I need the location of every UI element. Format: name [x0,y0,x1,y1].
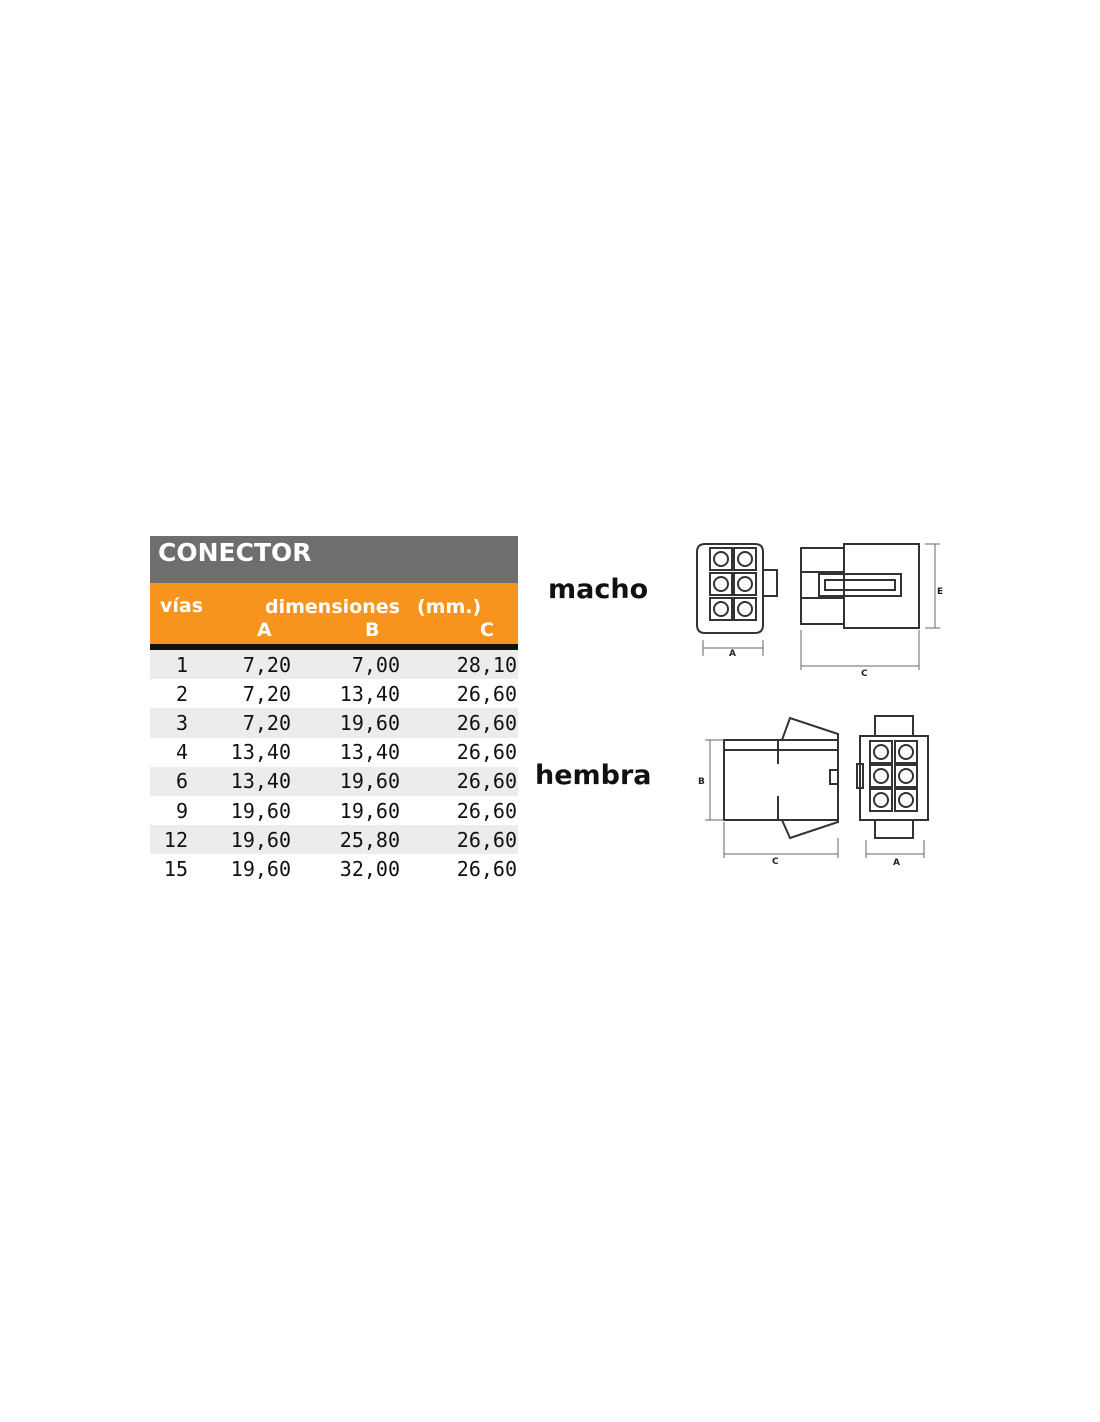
cell-vias: 15 [163,856,188,881]
table-title: CONECTOR [150,536,518,583]
cell-vias: 6 [175,769,188,794]
cell-a: 7,20 [242,710,291,735]
unit-header: (mm.) [417,596,482,618]
cell-c: 26,60 [456,798,517,823]
cell-a: 7,20 [242,652,291,677]
cell-a: 19,60 [230,827,291,852]
cell-b: 13,40 [339,681,400,706]
cell-c: 26,60 [456,856,517,881]
cell-vias: 1 [175,652,188,677]
cell-b: 19,60 [339,798,400,823]
female-label: hembra [535,760,652,791]
cell-c: 26,60 [456,769,517,794]
cell-c: 26,60 [456,681,517,706]
cell-c: 28,10 [456,652,517,677]
cell-vias: 2 [175,681,188,706]
cell-b: 7,00 [351,652,400,677]
female-dim-a: A [893,858,900,868]
cell-b: 32,00 [339,856,400,881]
cell-b: 19,60 [339,769,400,794]
cell-vias: 3 [175,710,188,735]
male-front-view [697,544,777,633]
col-b-header: B [365,619,380,641]
female-dim-b: B [698,777,705,787]
male-side-view [801,544,919,628]
cell-a: 19,60 [230,798,291,823]
male-dim-a: A [729,649,736,659]
cell-a: 7,20 [242,681,291,706]
cell-c: 26,60 [456,710,517,735]
female-dim-c: C [772,857,779,867]
male-dim-e: E [937,587,944,597]
col-a-header: A [257,619,272,641]
cell-c: 26,60 [456,740,517,765]
male-label: macho [548,574,649,605]
cell-vias: 9 [175,798,188,823]
cell-a: 13,40 [230,769,291,794]
cell-a: 19,60 [230,856,291,881]
col-c-header: C [480,619,494,641]
cell-b: 19,60 [339,710,400,735]
cell-vias: 4 [175,740,188,765]
cell-b: 13,40 [339,740,400,765]
male-dim-c: C [861,669,868,679]
cell-c: 26,60 [456,827,517,852]
cell-a: 13,40 [230,740,291,765]
cell-vias: 12 [163,827,188,852]
female-side-view [724,718,838,838]
female-front-view [857,716,928,838]
cell-b: 25,80 [339,827,400,852]
vias-header: vías [160,595,204,617]
dimensions-header: dimensiones [265,596,400,618]
